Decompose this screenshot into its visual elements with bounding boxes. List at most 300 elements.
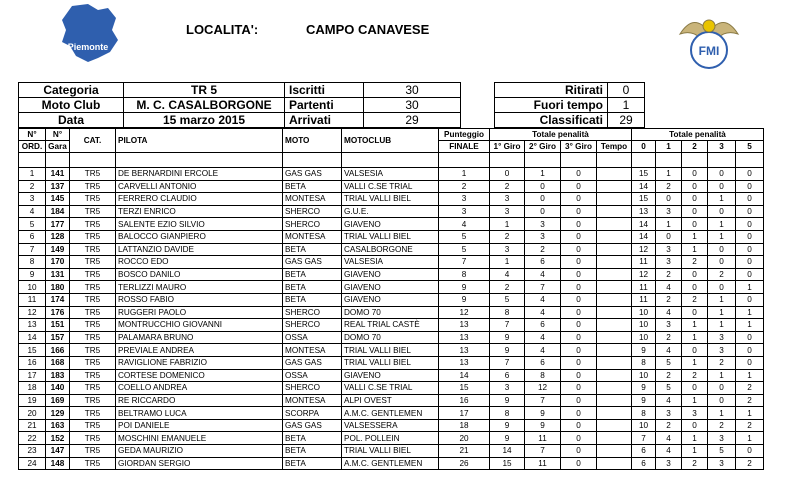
cell-pen-0: 7: [632, 432, 656, 445]
cell-pen-5: 0: [736, 168, 764, 181]
cell-gara: 152: [46, 432, 70, 445]
cell-ord: 21: [19, 419, 46, 432]
cell-cat: TR5: [70, 230, 116, 243]
cell-pen-2: 0: [682, 419, 708, 432]
classificati-label: Classificati: [495, 113, 608, 128]
cell-giro-2: 7: [525, 281, 561, 294]
cell-pen-5: 0: [736, 193, 764, 206]
cell-pen-5: 2: [736, 457, 764, 470]
cell-cat: TR5: [70, 218, 116, 231]
iscritti-value: 30: [364, 83, 461, 98]
cell-giro-2: 9: [525, 419, 561, 432]
cell-motoclub: ALPI OVEST: [342, 394, 439, 407]
cell-giro-2: 4: [525, 331, 561, 344]
cell-tempo: [597, 382, 632, 395]
cell-finale: 3: [439, 193, 490, 206]
cell-motoclub: GIAVENO: [342, 281, 439, 294]
cell-giro-1: 0: [490, 168, 525, 181]
cell-giro-1: 2: [490, 180, 525, 193]
cell-tempo: [597, 445, 632, 458]
cell-giro-1: 5: [490, 293, 525, 306]
cell-gara: 169: [46, 394, 70, 407]
fmi-logo-text: FMI: [698, 44, 720, 58]
cell-ord: 11: [19, 293, 46, 306]
cell-cat: TR5: [70, 293, 116, 306]
cell-pen-2: 0: [682, 205, 708, 218]
cell-pen-3: 3: [708, 457, 736, 470]
cell-finale: 20: [439, 432, 490, 445]
cell-motoclub: TRIAL VALLI BIEL: [342, 344, 439, 357]
header-n-gara: N°: [46, 129, 70, 141]
table-row: [19, 319, 764, 332]
cell-tempo: [597, 268, 632, 281]
cell-pen-2: 1: [682, 230, 708, 243]
cell-pen-3: 0: [708, 382, 736, 395]
cell-pilota: TERLIZZI MAURO: [116, 281, 283, 294]
data-value: 15 marzo 2015: [124, 113, 285, 128]
cell-moto: GAS GAS: [283, 419, 342, 432]
cell-gara: 163: [46, 419, 70, 432]
cell-gara: 149: [46, 243, 70, 256]
cell-moto: GAS GAS: [283, 356, 342, 369]
cell-pen-5: 2: [736, 419, 764, 432]
cell-pen-3: 5: [708, 445, 736, 458]
cell-ord: 20: [19, 407, 46, 420]
cell-motoclub: A.M.C. GENTLEMEN: [342, 407, 439, 420]
cell-cat: TR5: [70, 256, 116, 269]
cell-ord: 1: [19, 168, 46, 181]
cell-pen-3: 2: [708, 356, 736, 369]
cell-pen-0: 6: [632, 445, 656, 458]
classificati-value: 29: [608, 113, 645, 128]
cell-pen-5: 0: [736, 356, 764, 369]
cell-pen-1: 3: [656, 457, 682, 470]
header-finale: FINALE: [439, 141, 490, 153]
cell-giro-1: 3: [490, 205, 525, 218]
cell-finale: 18: [439, 419, 490, 432]
cell-pen-2: 1: [682, 394, 708, 407]
cell-giro-3: 0: [561, 230, 597, 243]
cell-tempo: [597, 432, 632, 445]
cell-pen-3: 0: [708, 180, 736, 193]
cell-finale: 13: [439, 319, 490, 332]
header-cat: CAT.: [70, 129, 116, 153]
table-row: [19, 369, 764, 382]
cell-giro-2: 4: [525, 344, 561, 357]
cell-finale: 3: [439, 205, 490, 218]
cell-gara: 177: [46, 218, 70, 231]
cell-moto: MONTESA: [283, 394, 342, 407]
cell-moto: BETA: [283, 243, 342, 256]
cell-cat: TR5: [70, 306, 116, 319]
cell-pen-5: 1: [736, 432, 764, 445]
cell-motoclub: VALSESSERA: [342, 419, 439, 432]
iscritti-label: Iscritti: [285, 83, 364, 98]
cell-pen-5: 0: [736, 331, 764, 344]
cell-pilota: DE BERNARDINI ERCOLE: [116, 168, 283, 181]
cell-pilota: MOSCHINI EMANUELE: [116, 432, 283, 445]
header-gara: Gara: [46, 141, 70, 153]
cell-finale: 14: [439, 369, 490, 382]
cell-finale: 5: [439, 243, 490, 256]
cell-pen-0: 11: [632, 293, 656, 306]
cell-giro-1: 8: [490, 306, 525, 319]
table-row: [19, 407, 764, 420]
cell-pen-0: 14: [632, 218, 656, 231]
cell-pen-3: 2: [708, 419, 736, 432]
cell-finale: 8: [439, 268, 490, 281]
cell-pen-1: 0: [656, 230, 682, 243]
cell-motoclub: POL. POLLEIN: [342, 432, 439, 445]
cell-pen-0: 12: [632, 268, 656, 281]
cell-giro-2: 6: [525, 319, 561, 332]
cell-pen-5: 0: [736, 205, 764, 218]
cell-pen-5: 1: [736, 319, 764, 332]
cell-gara: 183: [46, 369, 70, 382]
table-row: [19, 168, 764, 181]
cell-ord: 18: [19, 382, 46, 395]
cell-tempo: [597, 243, 632, 256]
cell-pilota: GIORDAN SERGIO: [116, 457, 283, 470]
cell-cat: TR5: [70, 243, 116, 256]
table-row: [19, 432, 764, 445]
cell-pen-3: 1: [708, 193, 736, 206]
cell-giro-3: 0: [561, 205, 597, 218]
localita-label: LOCALITA':: [186, 22, 259, 37]
cell-ord: 8: [19, 256, 46, 269]
cell-tempo: [597, 256, 632, 269]
cell-pen-2: 2: [682, 457, 708, 470]
cell-motoclub: GIAVENO: [342, 268, 439, 281]
cell-pen-0: 9: [632, 344, 656, 357]
cell-tempo: [597, 205, 632, 218]
cell-giro-2: 6: [525, 356, 561, 369]
results-rows: [19, 168, 764, 470]
cell-finale: 13: [439, 344, 490, 357]
cell-gara: 170: [46, 256, 70, 269]
cell-tempo: [597, 407, 632, 420]
cell-finale: 15: [439, 382, 490, 395]
table-row: [19, 268, 764, 281]
cell-ord: 17: [19, 369, 46, 382]
cell-giro-3: 0: [561, 445, 597, 458]
cell-giro-2: 4: [525, 268, 561, 281]
cell-moto: GAS GAS: [283, 256, 342, 269]
header-pen-2: 2: [682, 141, 708, 153]
cell-pen-3: 2: [708, 268, 736, 281]
cell-giro-3: 0: [561, 218, 597, 231]
cell-giro-2: 7: [525, 394, 561, 407]
cell-moto: BETA: [283, 281, 342, 294]
header-motoclub: MOTOCLUB: [342, 129, 439, 153]
cell-pen-0: 10: [632, 331, 656, 344]
header-pen-5: 5: [736, 141, 764, 153]
fuoritempo-value: 1: [608, 98, 645, 113]
cell-pen-2: 0: [682, 382, 708, 395]
cell-ord: 22: [19, 432, 46, 445]
cell-giro-3: 0: [561, 356, 597, 369]
cell-giro-3: 0: [561, 293, 597, 306]
cell-moto: MONTESA: [283, 193, 342, 206]
cell-pilota: POI DANIELE: [116, 419, 283, 432]
cell-pen-1: 2: [656, 369, 682, 382]
localita-value: CAMPO CANAVESE: [306, 22, 430, 37]
cell-giro-1: 8: [490, 407, 525, 420]
partenti-label: Partenti: [285, 98, 364, 113]
cell-motoclub: G.U.E.: [342, 205, 439, 218]
cell-pen-2: 0: [682, 268, 708, 281]
cell-finale: 16: [439, 394, 490, 407]
cell-pen-1: 5: [656, 356, 682, 369]
cell-pen-3: 0: [708, 168, 736, 181]
cell-pen-1: 3: [656, 243, 682, 256]
table-row: [19, 281, 764, 294]
cell-moto: SHERCO: [283, 218, 342, 231]
cell-cat: TR5: [70, 394, 116, 407]
cell-giro-1: 9: [490, 331, 525, 344]
table-row: [19, 457, 764, 470]
cell-tempo: [597, 230, 632, 243]
cell-gara: 129: [46, 407, 70, 420]
cell-gara: 131: [46, 268, 70, 281]
cell-giro-2: 8: [525, 369, 561, 382]
motoclub-value: M. C. CASALBORGONE: [124, 98, 285, 113]
cell-giro-3: 0: [561, 319, 597, 332]
cell-ord: 14: [19, 331, 46, 344]
cell-pen-1: 5: [656, 382, 682, 395]
cell-giro-2: 0: [525, 205, 561, 218]
cell-giro-1: 1: [490, 218, 525, 231]
cell-pen-3: 1: [708, 218, 736, 231]
cell-pen-2: 2: [682, 369, 708, 382]
cell-pen-1: 0: [656, 193, 682, 206]
cell-pen-5: 1: [736, 281, 764, 294]
cell-tempo: [597, 218, 632, 231]
cell-pen-5: 0: [736, 218, 764, 231]
header-giro-3: 3° Giro: [561, 141, 597, 153]
cell-pen-2: 1: [682, 331, 708, 344]
cell-pilota: TERZI ENRICO: [116, 205, 283, 218]
cell-gara: 180: [46, 281, 70, 294]
header-pilota: PILOTA: [116, 129, 283, 153]
cell-pen-1: 2: [656, 180, 682, 193]
cell-pen-3: 0: [708, 205, 736, 218]
cell-gara: 128: [46, 230, 70, 243]
cell-pen-5: 1: [736, 306, 764, 319]
cell-pen-2: 1: [682, 445, 708, 458]
cell-giro-3: 0: [561, 432, 597, 445]
cell-pen-3: 1: [708, 230, 736, 243]
cell-tempo: [597, 419, 632, 432]
cell-pen-1: 3: [656, 256, 682, 269]
cell-giro-3: 0: [561, 344, 597, 357]
cell-pilota: CORTESE DOMENICO: [116, 369, 283, 382]
cell-motoclub: VALLI C.SE TRIAL: [342, 382, 439, 395]
cell-motoclub: DOMO 70: [342, 331, 439, 344]
cell-giro-1: 14: [490, 445, 525, 458]
cell-tempo: [597, 369, 632, 382]
cell-pen-1: 2: [656, 293, 682, 306]
cell-pilota: GEDA MAURIZIO: [116, 445, 283, 458]
cell-motoclub: TRIAL VALLI BIEL: [342, 193, 439, 206]
cell-motoclub: TRIAL VALLI BIEL: [342, 230, 439, 243]
cell-gara: 174: [46, 293, 70, 306]
cell-pen-0: 9: [632, 382, 656, 395]
cell-pen-0: 9: [632, 394, 656, 407]
cell-cat: TR5: [70, 180, 116, 193]
cell-giro-1: 9: [490, 344, 525, 357]
cell-ord: 9: [19, 268, 46, 281]
cell-giro-1: 15: [490, 457, 525, 470]
header-giro-1: 1° Giro: [490, 141, 525, 153]
cell-moto: MONTESA: [283, 344, 342, 357]
cell-gara: 151: [46, 319, 70, 332]
cell-pen-5: 0: [736, 256, 764, 269]
cell-tempo: [597, 394, 632, 407]
cell-motoclub: GIAVENO: [342, 218, 439, 231]
cell-cat: TR5: [70, 193, 116, 206]
cell-giro-3: 0: [561, 369, 597, 382]
piemonte-logo: [58, 2, 122, 64]
cell-moto: GAS GAS: [283, 168, 342, 181]
header-punteggio: Punteggio: [439, 129, 490, 141]
cell-giro-3: 0: [561, 407, 597, 420]
cell-giro-2: 11: [525, 432, 561, 445]
cell-moto: SHERCO: [283, 306, 342, 319]
cell-pen-0: 10: [632, 306, 656, 319]
cell-gara: 147: [46, 445, 70, 458]
cell-gara: 176: [46, 306, 70, 319]
cell-cat: TR5: [70, 281, 116, 294]
cell-pen-2: 0: [682, 306, 708, 319]
cell-giro-2: 12: [525, 382, 561, 395]
table-row: [19, 205, 764, 218]
cell-ord: 16: [19, 356, 46, 369]
cell-giro-3: 0: [561, 193, 597, 206]
cell-pen-0: 8: [632, 407, 656, 420]
cell-giro-3: 0: [561, 180, 597, 193]
cell-giro-3: 0: [561, 306, 597, 319]
cell-pen-1: 2: [656, 331, 682, 344]
cell-pen-0: 15: [632, 168, 656, 181]
arrivati-value: 29: [364, 113, 461, 128]
cell-pen-3: 1: [708, 319, 736, 332]
cell-finale: 4: [439, 218, 490, 231]
cell-giro-2: 3: [525, 218, 561, 231]
cell-pen-1: 1: [656, 218, 682, 231]
cell-tempo: [597, 344, 632, 357]
cell-moto: MONTESA: [283, 230, 342, 243]
cell-tempo: [597, 168, 632, 181]
cell-gara: 145: [46, 193, 70, 206]
cell-finale: 13: [439, 331, 490, 344]
cell-pen-2: 0: [682, 344, 708, 357]
cell-giro-1: 3: [490, 382, 525, 395]
cell-pilota: BOSCO DANILO: [116, 268, 283, 281]
cell-pen-0: 6: [632, 457, 656, 470]
cell-giro-1: 3: [490, 193, 525, 206]
cell-motoclub: GIAVENO: [342, 293, 439, 306]
cell-tempo: [597, 356, 632, 369]
header-pen-3: 3: [708, 141, 736, 153]
cell-pen-2: 1: [682, 319, 708, 332]
cell-cat: TR5: [70, 419, 116, 432]
cell-ord: 5: [19, 218, 46, 231]
arrivati-label: Arrivati: [285, 113, 364, 128]
cell-motoclub: VALLI C.SE TRIAL: [342, 180, 439, 193]
cell-pilota: FERRERO CLAUDIO: [116, 193, 283, 206]
cell-giro-3: 0: [561, 331, 597, 344]
cell-pilota: RUGGERI PAOLO: [116, 306, 283, 319]
cell-pen-2: 1: [682, 432, 708, 445]
cell-cat: TR5: [70, 382, 116, 395]
header-tempo: Tempo: [597, 141, 632, 153]
header-giro-2: 2° Giro: [525, 141, 561, 153]
table-row: [19, 331, 764, 344]
cell-giro-3: 0: [561, 268, 597, 281]
cell-pen-1: 4: [656, 281, 682, 294]
cell-moto: BETA: [283, 268, 342, 281]
fuoritempo-label: Fuori tempo: [495, 98, 608, 113]
cell-giro-2: 11: [525, 457, 561, 470]
cell-pilota: LATTANZIO DAVIDE: [116, 243, 283, 256]
cell-finale: 17: [439, 407, 490, 420]
cell-motoclub: DOMO 70: [342, 306, 439, 319]
cell-giro-2: 4: [525, 306, 561, 319]
header-pen-0: 0: [632, 141, 656, 153]
cell-pen-5: 0: [736, 293, 764, 306]
cell-giro-3: 0: [561, 243, 597, 256]
cell-pen-2: 3: [682, 407, 708, 420]
cell-pen-5: 0: [736, 344, 764, 357]
cell-finale: 2: [439, 180, 490, 193]
cell-motoclub: VALSESIA: [342, 168, 439, 181]
cell-ord: 4: [19, 205, 46, 218]
cell-cat: TR5: [70, 205, 116, 218]
cell-finale: 9: [439, 293, 490, 306]
cell-pen-1: 2: [656, 268, 682, 281]
cell-tempo: [597, 281, 632, 294]
summary-left-table: [18, 82, 461, 128]
cell-pen-2: 0: [682, 218, 708, 231]
cell-giro-2: 6: [525, 256, 561, 269]
cell-pen-5: 0: [736, 268, 764, 281]
cell-giro-2: 2: [525, 243, 561, 256]
cell-cat: TR5: [70, 432, 116, 445]
cell-motoclub: CASALBORGONE: [342, 243, 439, 256]
cell-pilota: ROCCO EDO: [116, 256, 283, 269]
cell-pen-5: 2: [736, 394, 764, 407]
cell-pen-2: 0: [682, 180, 708, 193]
cell-ord: 24: [19, 457, 46, 470]
cell-pilota: SALENTE EZIO SILVIO: [116, 218, 283, 231]
table-row: [19, 356, 764, 369]
cell-pen-3: 3: [708, 344, 736, 357]
cell-pen-0: 14: [632, 180, 656, 193]
cell-pilota: CARVELLI ANTONIO: [116, 180, 283, 193]
cell-giro-2: 0: [525, 180, 561, 193]
table-row: [19, 180, 764, 193]
cell-moto: BETA: [283, 180, 342, 193]
cell-gara: 141: [46, 168, 70, 181]
cell-pen-0: 11: [632, 256, 656, 269]
cell-giro-3: 0: [561, 382, 597, 395]
cell-tempo: [597, 457, 632, 470]
cell-pen-3: 3: [708, 331, 736, 344]
cell-moto: BETA: [283, 293, 342, 306]
cell-pen-0: 10: [632, 319, 656, 332]
cell-finale: 26: [439, 457, 490, 470]
